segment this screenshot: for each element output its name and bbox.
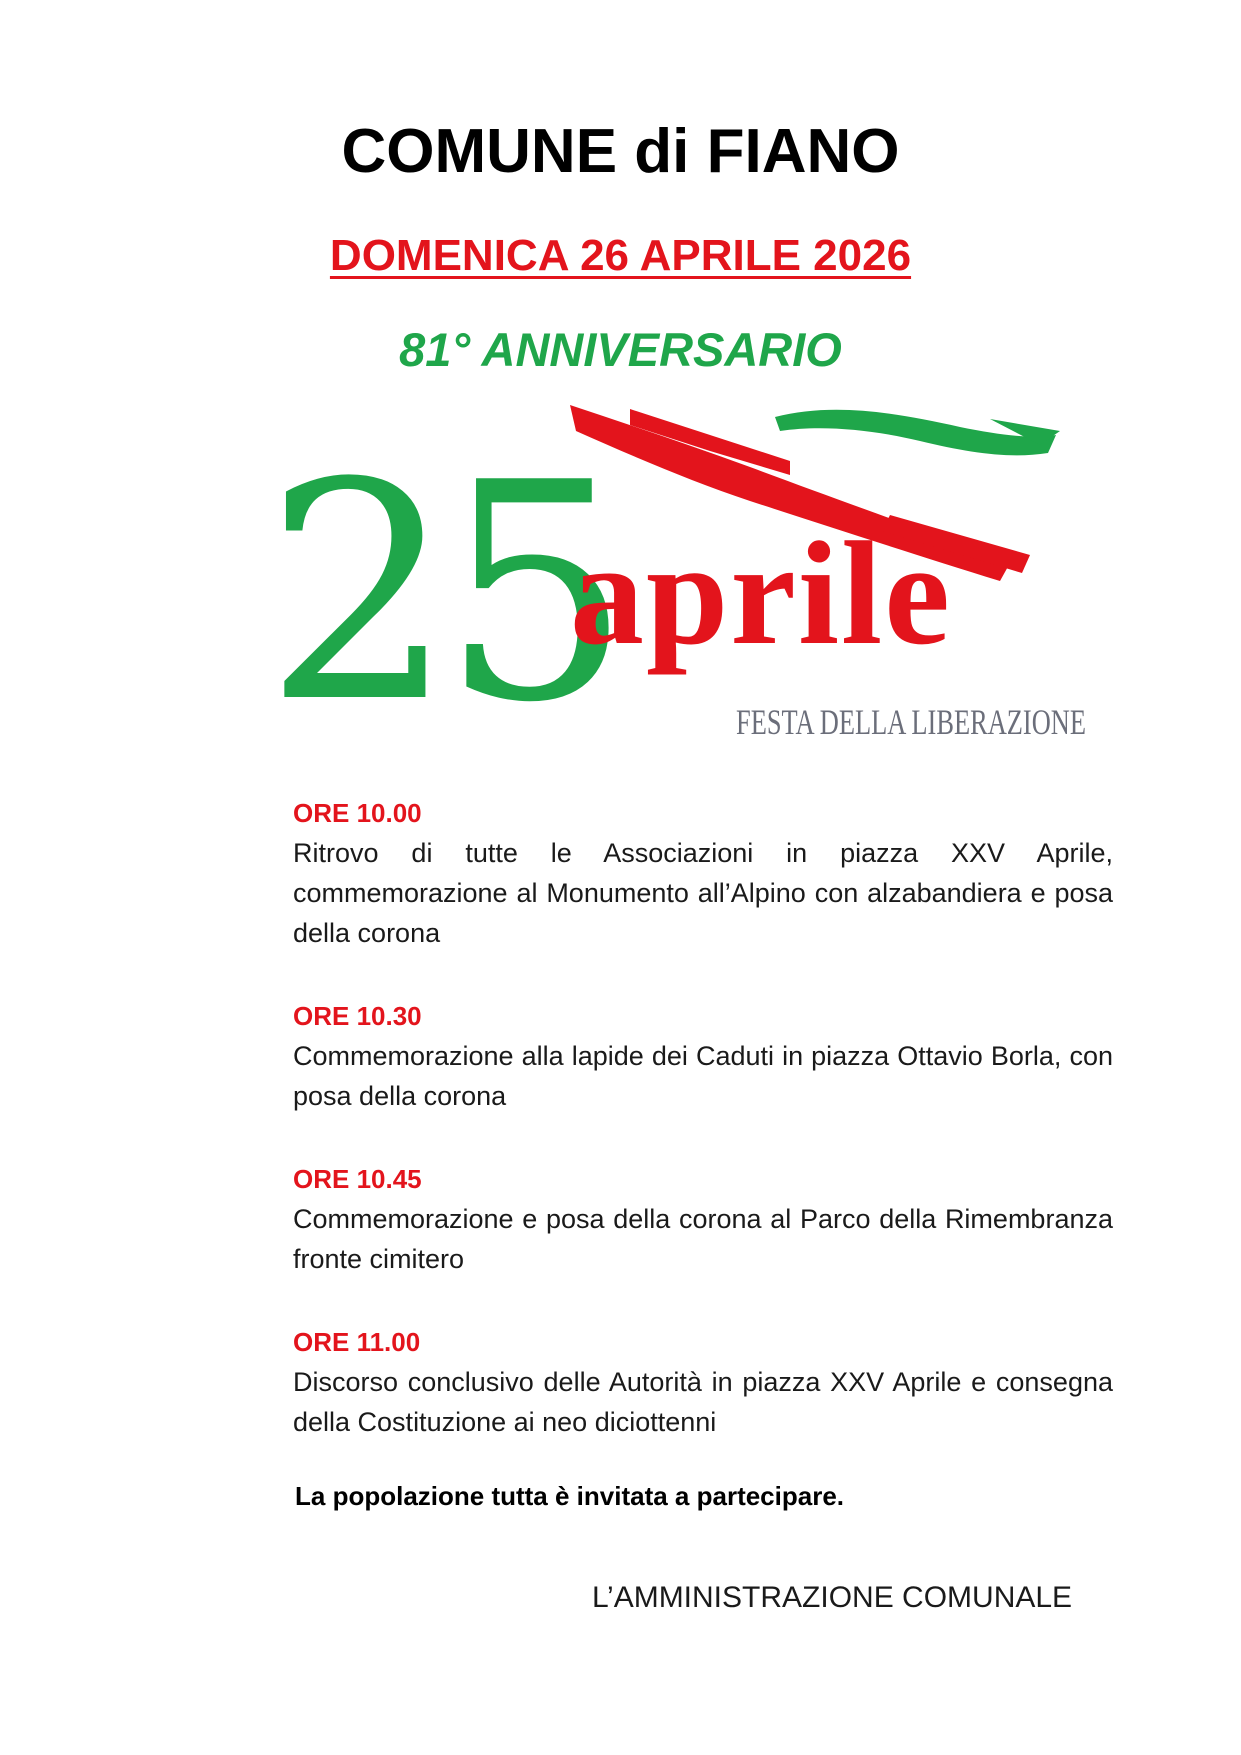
schedule-description: Ritrovo di tutte le Associazioni in piazza XXV Aprile, commemorazione al Monumento all’Alpino con alzabandiera e posa della corona [293,838,1113,948]
event-schedule [293,793,1113,1485]
festa-liberazione-logo [264,405,1106,768]
schedule-item [293,996,1113,1116]
green-brush-stroke [775,410,1056,456]
schedule-description: Commemorazione e posa della corona al Parco della Rimembranza fronte cimitero [293,1204,1113,1274]
logo-subtitle: FESTA DELLA LIBERAZIONE [736,702,1086,742]
event-date: DOMENICA 26 APRILE 2026 [329,231,912,280]
signature: L’AMMINISTRAZIONE COMUNALE [592,1581,1073,1614]
schedule-time: ORE 11.00 [293,1327,421,1357]
schedule-description: Discorso conclusivo delle Autorità in piazza XXV Aprile e consegna della Costituzione ai neo diciottenni [293,1367,1113,1437]
schedule-time: ORE 10.45 [293,1164,422,1194]
schedule-description: Commemorazione alla lapide dei Caduti in piazza Ottavio Borla, con posa della corona [293,1041,1113,1111]
schedule-time: ORE 10.00 [293,798,422,828]
logo-word: aprile [570,512,952,676]
schedule-item [293,793,1113,953]
schedule-item [293,1322,1113,1442]
anniversary-label: 81° ANNIVERSARIO [399,323,842,376]
municipality-title: COMUNE di FIANO [341,117,900,186]
schedule-time: ORE 10.30 [293,1001,422,1031]
logo-number: 25 [264,419,618,768]
invitation-text: La popolazione tutta è invitata a partecipare. [295,1481,845,1511]
schedule-item [293,1159,1113,1279]
